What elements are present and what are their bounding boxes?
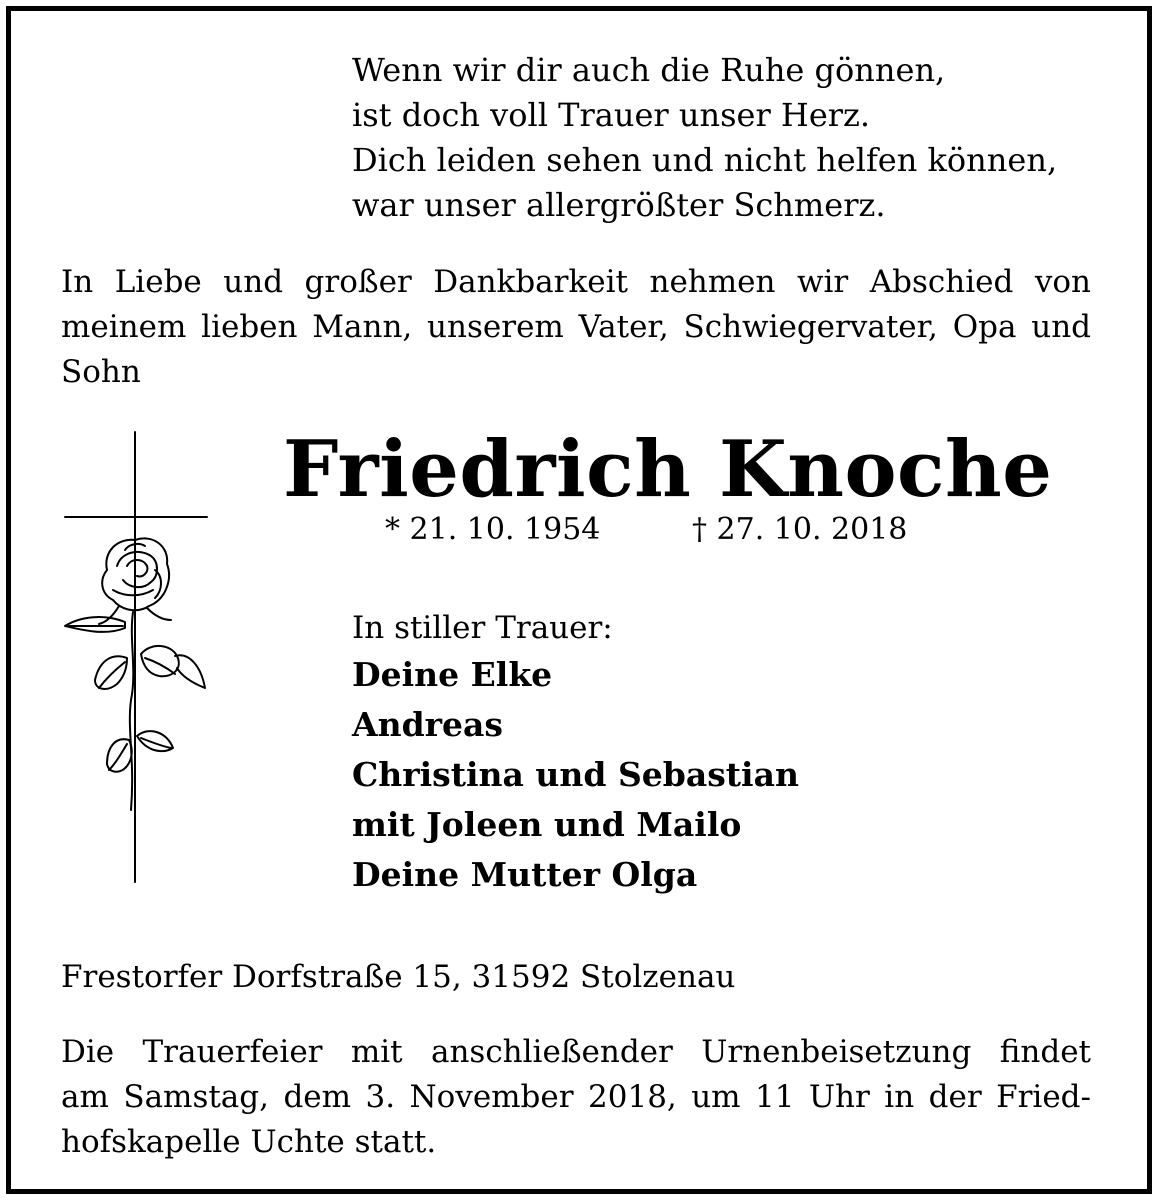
- service-line: Die Trauerfeier mit anschließender Urnenbeisetzung findet: [61, 1034, 1091, 1070]
- poem-line: ist doch voll Trauer unser Herz.: [352, 96, 871, 134]
- cross-with-rose-icon: [55, 430, 220, 890]
- poem-line: Wenn wir dir auch die Ruhe gönnen,: [352, 51, 946, 89]
- mourner-name: mit Joleen und Mailo: [352, 805, 742, 844]
- farewell-intro: In Liebe und großer Dankbarkeit nehmen wir Abschied von meinem lieben Mann, unserem Vater, Schwiegervater, Opa und Sohn: [61, 264, 1091, 390]
- mourner-name: Deine Elke: [352, 655, 553, 694]
- birth-date: * 21. 10. 1954: [385, 512, 601, 547]
- mourning-intro: In stiller Trauer:: [352, 610, 613, 646]
- service-line: am Samstag, dem 3. November 2018, um 11 Uhr in der Fried-: [61, 1079, 1091, 1115]
- mourner-list: [352, 650, 799, 900]
- address: Frestorfer Dorfstraße 15, 31592 Stolzenau: [61, 959, 736, 995]
- mourner-name: Deine Mutter Olga: [352, 855, 698, 894]
- funeral-service-notice: [61, 1030, 1091, 1165]
- mourner-name: Andreas: [352, 705, 504, 744]
- poem-line: war unser allergrößter Schmerz.: [352, 186, 886, 224]
- mourner-name: Christina und Sebastian: [352, 755, 799, 794]
- service-line: hofskapelle Uchte statt.: [61, 1124, 437, 1160]
- death-date: † 27. 10. 2018: [692, 512, 908, 547]
- deceased-name: Friedrich Knoche: [283, 424, 1053, 515]
- poem-line: Dich leiden sehen und nicht helfen können,: [352, 141, 1058, 179]
- poem: [352, 48, 1057, 228]
